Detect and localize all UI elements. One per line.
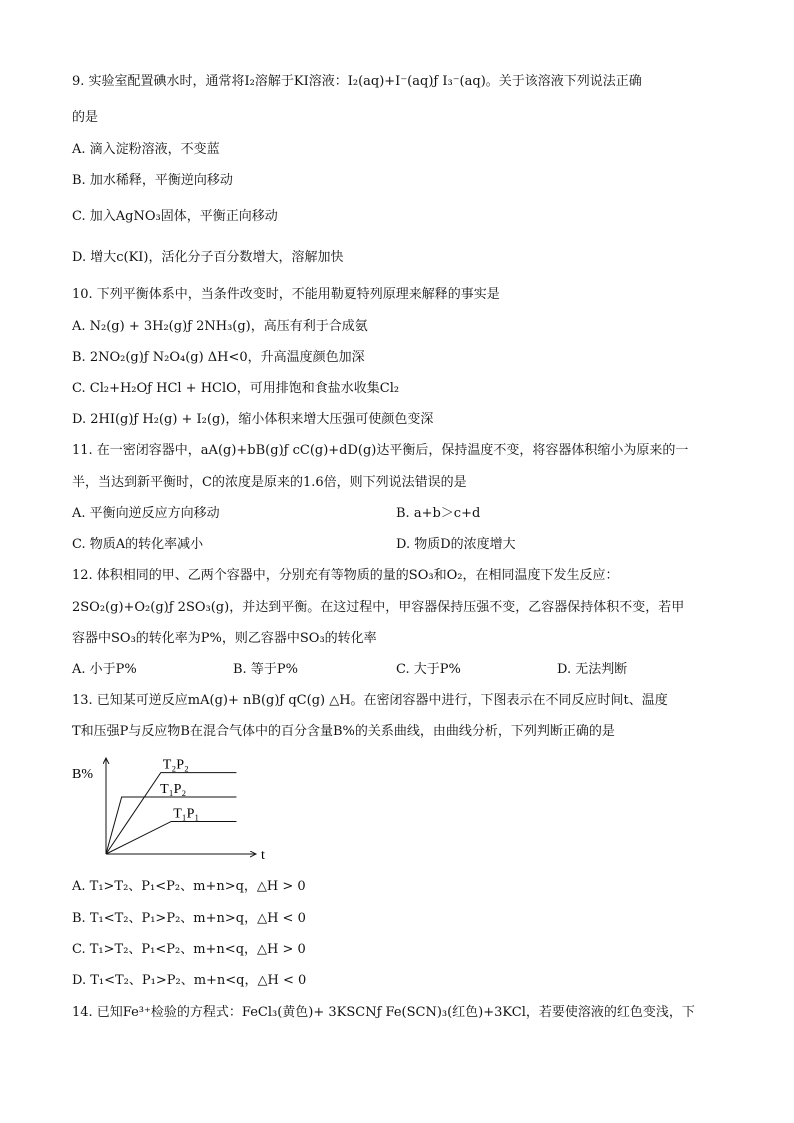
series-line-2 <box>106 821 236 854</box>
series-label-1: T₁P₂ <box>160 782 187 798</box>
q13-stem-cont: T和压强P与反应物B在混合气体中的百分含量B%的关系曲线，由曲线分析，下列判断正确的是 <box>72 724 615 739</box>
q11-stem-cont: 半，当达到新平衡时，C的浓度是原来的1.6倍，则下列说法错误的是 <box>72 475 467 490</box>
q13-stem: 13. 已知某可逆反应mA(g)+ nB(g)ƒ qC(g) △H。在密闭容器中进行，下图表示在不同反应时间t、温度 <box>72 693 668 708</box>
q13-option-b: B. T₁<T₂、P₁>P₂、m+n>q，△H < 0 <box>72 911 306 926</box>
q12-stem: 12. 体积相同的甲、乙两个容器中，分别充有等物质的量的SO₃和O₂，在相同温度下发生反应： <box>72 568 619 583</box>
q11-option-b: B. a+b＞c+d <box>396 506 481 521</box>
x-axis-label: t <box>261 848 265 863</box>
q11-stem: 11. 在一密闭容器中，aA(g)+bB(g)ƒ cC(g)+dD(g)达平衡后，保持温度不变，将容器体积缩小为原来的一 <box>72 443 689 458</box>
q9-option-b: B. 加水稀释，平衡逆向移动 <box>72 173 233 188</box>
q9-stem: 9. 实验室配置碘水时，通常将I₂溶解于KI溶液：I₂(aq)+I⁻(aq)ƒ I₃⁻(aq)。关于该溶液下列说法正确 <box>72 74 642 89</box>
q9-option-a: A. 滴入淀粉溶液，不变蓝 <box>72 142 220 157</box>
q10-option-a: A. N₂(g) + 3H₂(g)ƒ 2NH₃(g)，高压有利于合成氨 <box>72 319 368 334</box>
q11-option-d: D. 物质D的浓度增大 <box>396 537 516 552</box>
y-axis-label: B% <box>72 767 93 782</box>
q12-option-a: A. 小于P% <box>72 662 137 677</box>
q9-stem-cont: 的是 <box>72 110 99 125</box>
q11-option-c: C. 物质A的转化率减小 <box>72 537 204 552</box>
q13-option-a: A. T₁>T₂、P₁<P₂、m+n>q，△H > 0 <box>72 879 306 894</box>
q10-option-c: C. Cl₂+H₂Oƒ HCl + HClO，可用排饱和食盐水收集Cl₂ <box>72 381 400 396</box>
q9-option-d: D. 增大c(KI)，活化分子百分数增大，溶解加快 <box>72 250 344 265</box>
series-label-2: T₁P₁ <box>173 806 200 822</box>
q11-option-a: A. 平衡向逆反应方向移动 <box>72 506 220 521</box>
b-percent-time-chart <box>70 752 290 864</box>
q12-stem-cont: 2SO₂(g)+O₂(g)ƒ 2SO₃(g)，并达到平衡。在这过程中，甲容器保持压强不变，乙容器保持体积不变，若甲 <box>72 600 685 615</box>
q9-option-c: C. 加入AgNO₃固体，平衡正向移动 <box>72 209 278 224</box>
q10-stem: 10. 下列平衡体系中，当条件改变时，不能用勒夏特列原理来解释的事实是 <box>72 287 500 302</box>
q10-option-d: D. 2HI(g)ƒ H₂(g) + I₂(g)，缩小体积来增大压强可使颜色变深 <box>72 412 434 427</box>
q13-option-c: C. T₁>T₂、P₁<P₂、m+n<q，△H > 0 <box>72 942 306 957</box>
series-layer <box>106 758 236 854</box>
q10-option-b: B. 2NO₂(g)ƒ N₂O₄(g) ΔH<0，升高温度颜色加深 <box>72 350 365 365</box>
q14-stem: 14. 已知Fe³⁺检验的方程式：FeCl₃(黄色)+ 3KSCNƒ Fe(SCN)₃(红色)+3KCl，若要使溶液的红色变浅，下 <box>72 1005 695 1020</box>
q12-option-d: D. 无法判断 <box>557 662 628 677</box>
q12-option-c: C. 大于P% <box>396 662 461 677</box>
q12-stem-cont2: 容器中SO₃的转化率为P%，则乙容器中SO₃的转化率 <box>72 631 377 646</box>
series-label-0: T₂P₂ <box>162 757 189 773</box>
q13-option-d: D. T₁<T₂、P₁>P₂、m+n<q，△H < 0 <box>72 973 307 988</box>
q12-option-b: B. 等于P% <box>233 662 298 677</box>
